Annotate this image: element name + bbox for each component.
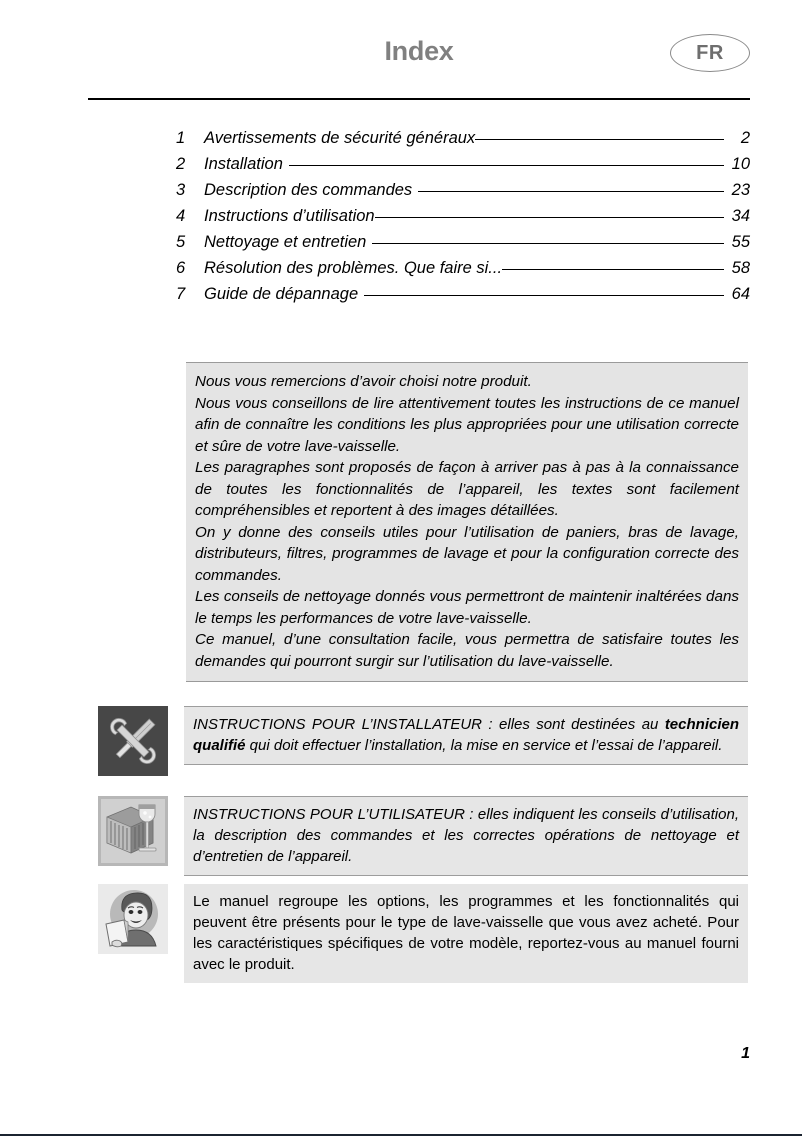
toc-entry[interactable]	[176, 230, 750, 256]
toc-leader-line	[375, 204, 724, 221]
toc-entry[interactable]	[176, 126, 750, 152]
toc-entry[interactable]	[176, 282, 750, 308]
toc-entry-number: 1	[176, 128, 186, 147]
note-user	[98, 796, 748, 876]
toc-leader-line	[418, 178, 724, 195]
note-manual	[98, 884, 748, 983]
language-badge-label: FR	[696, 41, 724, 64]
note-installer-lead: INSTRUCTIONS POUR L’INSTALLATEUR :	[193, 716, 493, 733]
toc-entry-page: 34	[731, 206, 750, 225]
intro-paragraph: Nous vous remercions d’avoir choisi notre produit.	[195, 373, 532, 390]
toc-leader-line	[289, 152, 724, 169]
toc-entry-title: Description des commandes	[204, 180, 413, 199]
tools-icon	[98, 706, 168, 776]
intro-paragraph: Ce manuel, d’une consultation facile, vous permettra de satisfaire toutes les demandes qui pourront surgir sur l’utilisation du lave-vaisselle.	[195, 631, 739, 670]
toc-entry-number: 4	[176, 206, 186, 225]
toc-entry-number: 2	[176, 154, 186, 173]
toc-entry-title: Instructions d’utilisation	[204, 206, 375, 225]
toc-entry-page: 2	[740, 128, 750, 147]
toc-entry-page: 64	[731, 284, 750, 303]
intro-paragraph: Nous vous conseillons de lire attentivement toutes les instructions de ce manuel afin de connaître les conditions les plus appropriées pour une utilisation correcte et sûre de votre lave-vaisselle.	[195, 394, 739, 455]
toc-entry-number: 6	[176, 258, 186, 277]
toc-entry-page: 10	[731, 154, 750, 173]
note-manual-text: Le manuel regroupe les options, les programmes et les fonctionnalités qui peuvent être présents pour le type de lave-vaisselle que vous avez acheté. Pour les caractéristiques spécifiques de votre modèle, reportez-vous au manuel fourni avec le produit.	[184, 884, 748, 983]
dishwasher-basket-icon	[98, 796, 168, 866]
intro-paragraph: Les paragraphes sont proposés de façon à arriver pas à pas à la connaissance de toutes les fonctionnalités de l’appareil, les textes sont facilement compréhensibles et reportent à des images détaillées.	[195, 459, 739, 519]
page-number: 1	[741, 1045, 750, 1062]
toc-entry-title: Avertissements de sécurité généraux	[204, 128, 476, 147]
page-title: Index	[384, 36, 454, 66]
toc-entry-title: Nettoyage et entretien	[204, 232, 367, 251]
note-installer-text	[184, 706, 748, 765]
header-divider	[88, 98, 750, 100]
toc-entry-page: 58	[731, 258, 750, 277]
toc-leader-line	[364, 282, 724, 299]
toc-entry-page: 23	[731, 180, 750, 199]
toc-entry-page: 55	[731, 232, 750, 251]
toc-entry-number: 3	[176, 180, 186, 199]
language-badge	[670, 34, 750, 72]
table-of-contents	[176, 126, 750, 308]
note-installer	[98, 706, 748, 776]
toc-entry[interactable]	[176, 152, 750, 178]
toc-entry-title: Guide de dépannage	[204, 284, 359, 303]
note-installer-text-before: elles sont destinées au	[492, 716, 665, 733]
reader-woman-icon	[98, 884, 168, 954]
toc-entry[interactable]	[176, 256, 750, 282]
toc-leader-line	[372, 230, 724, 247]
toc-entry-title: Résolution des problèmes. Que faire si...	[204, 258, 503, 277]
toc-entry-title: Installation	[204, 154, 283, 173]
page-header	[88, 30, 750, 100]
toc-entry-number: 5	[176, 232, 186, 251]
note-user-text: INSTRUCTIONS POUR L’UTILISATEUR : elles indiquent les conseils d’utilisation, la description des commandes et les correctes opérations de nettoyage et d’entretien de l’appareil.	[184, 796, 748, 876]
intro-paragraph: Les conseils de nettoyage donnés vous permettront de maintenir inaltérées dans le temps les performances de votre lave-vaisselle.	[195, 588, 739, 627]
intro-panel	[186, 362, 748, 682]
toc-leader-line	[475, 126, 724, 143]
toc-entry-number: 7	[176, 284, 186, 303]
note-installer-text-after: qui doit effectuer l’installation, la mise en service et l’essai de l’appareil.	[245, 737, 723, 754]
toc-entry[interactable]	[176, 204, 750, 230]
intro-paragraph: On y donne des conseils utiles pour l’utilisation de paniers, bras de lavage, distributeurs, filtres, programmes de lavage et pour la configuration correcte des commandes.	[195, 523, 739, 584]
toc-entry[interactable]	[176, 178, 750, 204]
note-installer-emphasis: technicien qualifié	[193, 716, 739, 754]
toc-leader-line	[502, 256, 724, 273]
